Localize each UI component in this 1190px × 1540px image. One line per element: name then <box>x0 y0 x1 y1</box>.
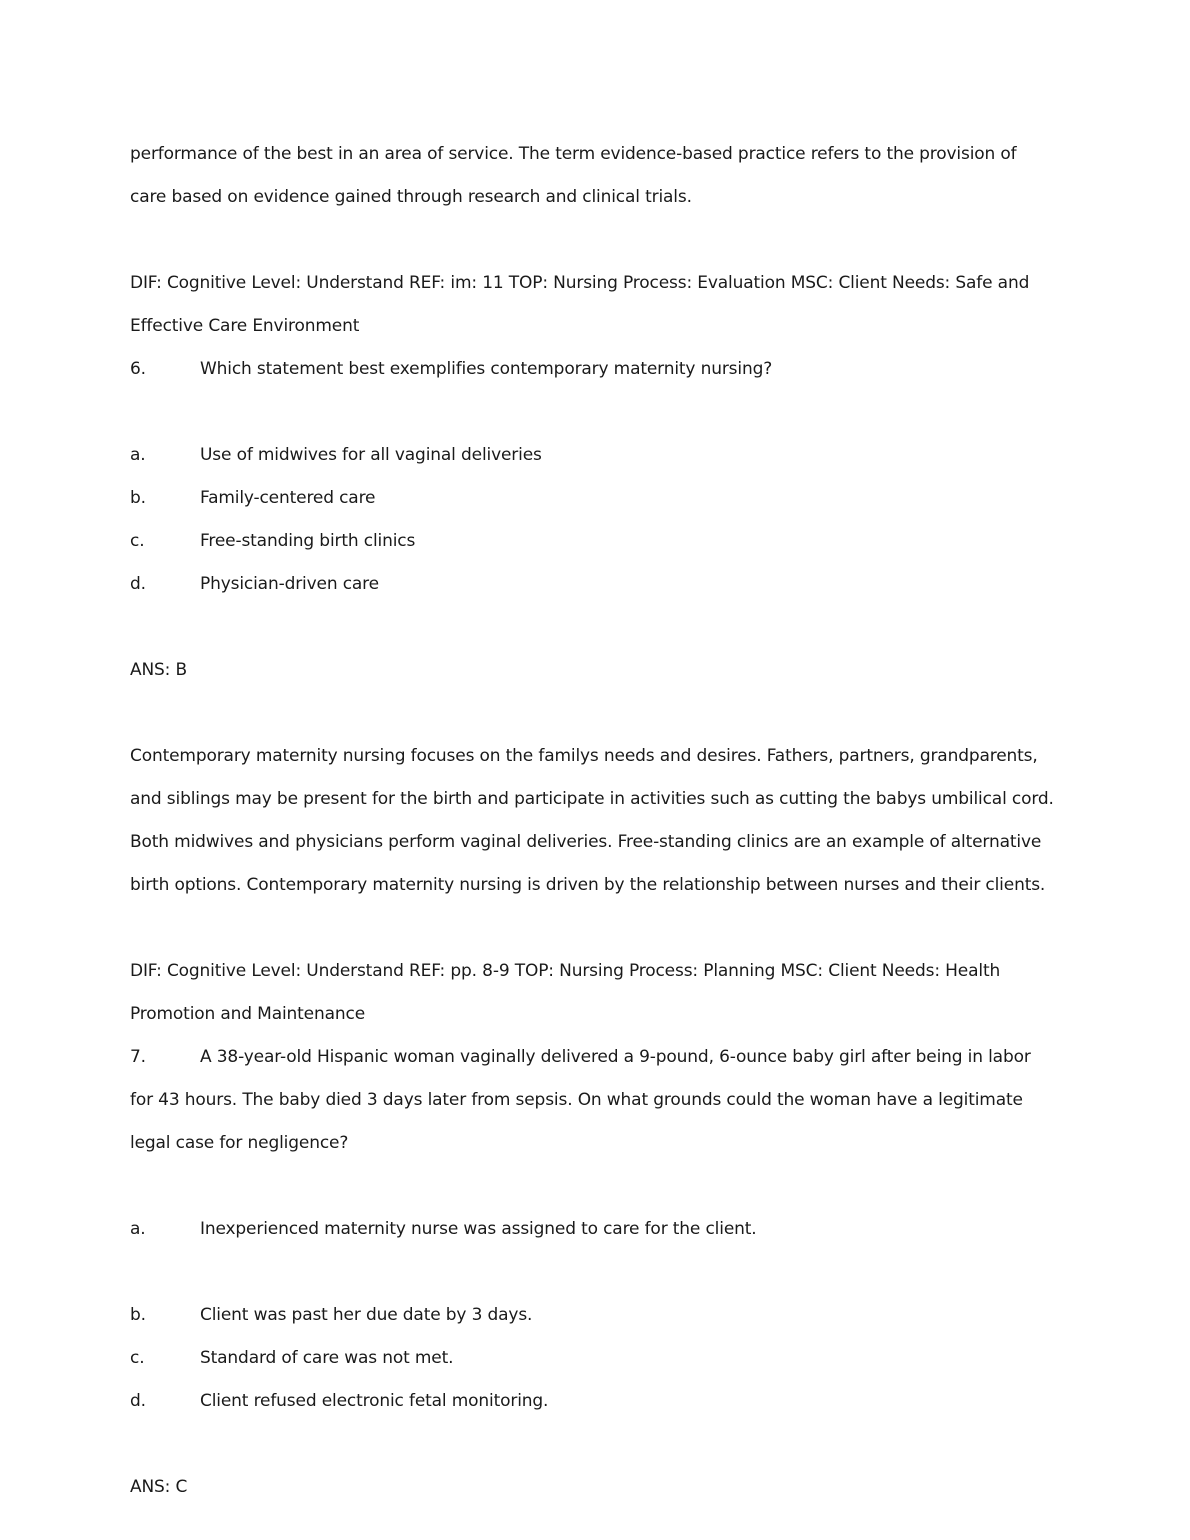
option-text: Client refused electronic fetal monitoring. <box>200 1391 549 1411</box>
option-b <box>130 1294 1070 1337</box>
option-a <box>130 1208 1070 1251</box>
rationale-line: birth options. Contemporary maternity nursing is driven by the relationship between nurses and their clients. <box>130 875 1046 895</box>
metadata-line: DIF: Cognitive Level: Understand REF: im: 11 TOP: Nursing Process: Evaluation MSC: Client Needs: Safe and <box>130 273 1030 293</box>
question-number: 6. <box>130 359 146 379</box>
option-letter: b. <box>130 1305 146 1325</box>
question-7-stem <box>130 1036 1070 1079</box>
option-d <box>130 563 1070 606</box>
option-letter: b. <box>130 488 146 508</box>
option-a <box>130 434 1070 477</box>
question-text-line: legal case for negligence? <box>130 1133 349 1153</box>
option-letter: d. <box>130 1391 146 1411</box>
option-text: Client was past her due date by 3 days. <box>200 1305 533 1325</box>
rationale-line: Both midwives and physicians perform vaginal deliveries. Free-standing clinics are an example of alternative <box>130 832 1042 852</box>
option-letter: a. <box>130 1219 146 1239</box>
metadata-line: Promotion and Maintenance <box>130 1004 366 1024</box>
question-text: A 38-year-old Hispanic woman vaginally delivered a 9-pound, 6-ounce baby girl after being in labor <box>200 1047 1031 1067</box>
option-letter: a. <box>130 445 146 465</box>
option-c <box>130 1337 1070 1380</box>
paragraph-line: care based on evidence gained through research and clinical trials. <box>130 187 692 207</box>
option-c <box>130 520 1070 563</box>
option-letter: d. <box>130 574 146 594</box>
rationale-line: and siblings may be present for the birth and participate in activities such as cutting the babys umbilical cord. <box>130 789 1054 809</box>
metadata-line: DIF: Cognitive Level: Understand REF: pp. 8-9 TOP: Nursing Process: Planning MSC: Client Needs: Health <box>130 961 1001 981</box>
rationale-line: Contemporary maternity nursing focuses on the familys needs and desires. Fathers, partners, grandparents, <box>130 746 1038 766</box>
option-text: Standard of care was not met. <box>200 1348 454 1368</box>
question-number: 7. <box>130 1047 146 1067</box>
document-page <box>130 133 1070 1509</box>
question-6-stem <box>130 348 1070 391</box>
option-b <box>130 477 1070 520</box>
question-text: Which statement best exemplifies contemporary maternity nursing? <box>200 359 773 379</box>
option-text: Physician-driven care <box>200 574 379 594</box>
option-letter: c. <box>130 531 145 551</box>
question-text-line: for 43 hours. The baby died 3 days later from sepsis. On what grounds could the woman have a legitimate <box>130 1090 1023 1110</box>
option-d <box>130 1380 1070 1423</box>
answer-line: ANS: B <box>130 660 188 680</box>
option-text: Family-centered care <box>200 488 376 508</box>
answer-line: ANS: C <box>130 1477 188 1497</box>
metadata-line: Effective Care Environment <box>130 316 360 336</box>
option-letter: c. <box>130 1348 145 1368</box>
option-text: Use of midwives for all vaginal deliveries <box>200 445 542 465</box>
option-text: Free-standing birth clinics <box>200 531 416 551</box>
option-text: Inexperienced maternity nurse was assigned to care for the client. <box>200 1219 757 1239</box>
paragraph-line: performance of the best in an area of service. The term evidence-based practice refers to the provision of <box>130 144 1017 164</box>
